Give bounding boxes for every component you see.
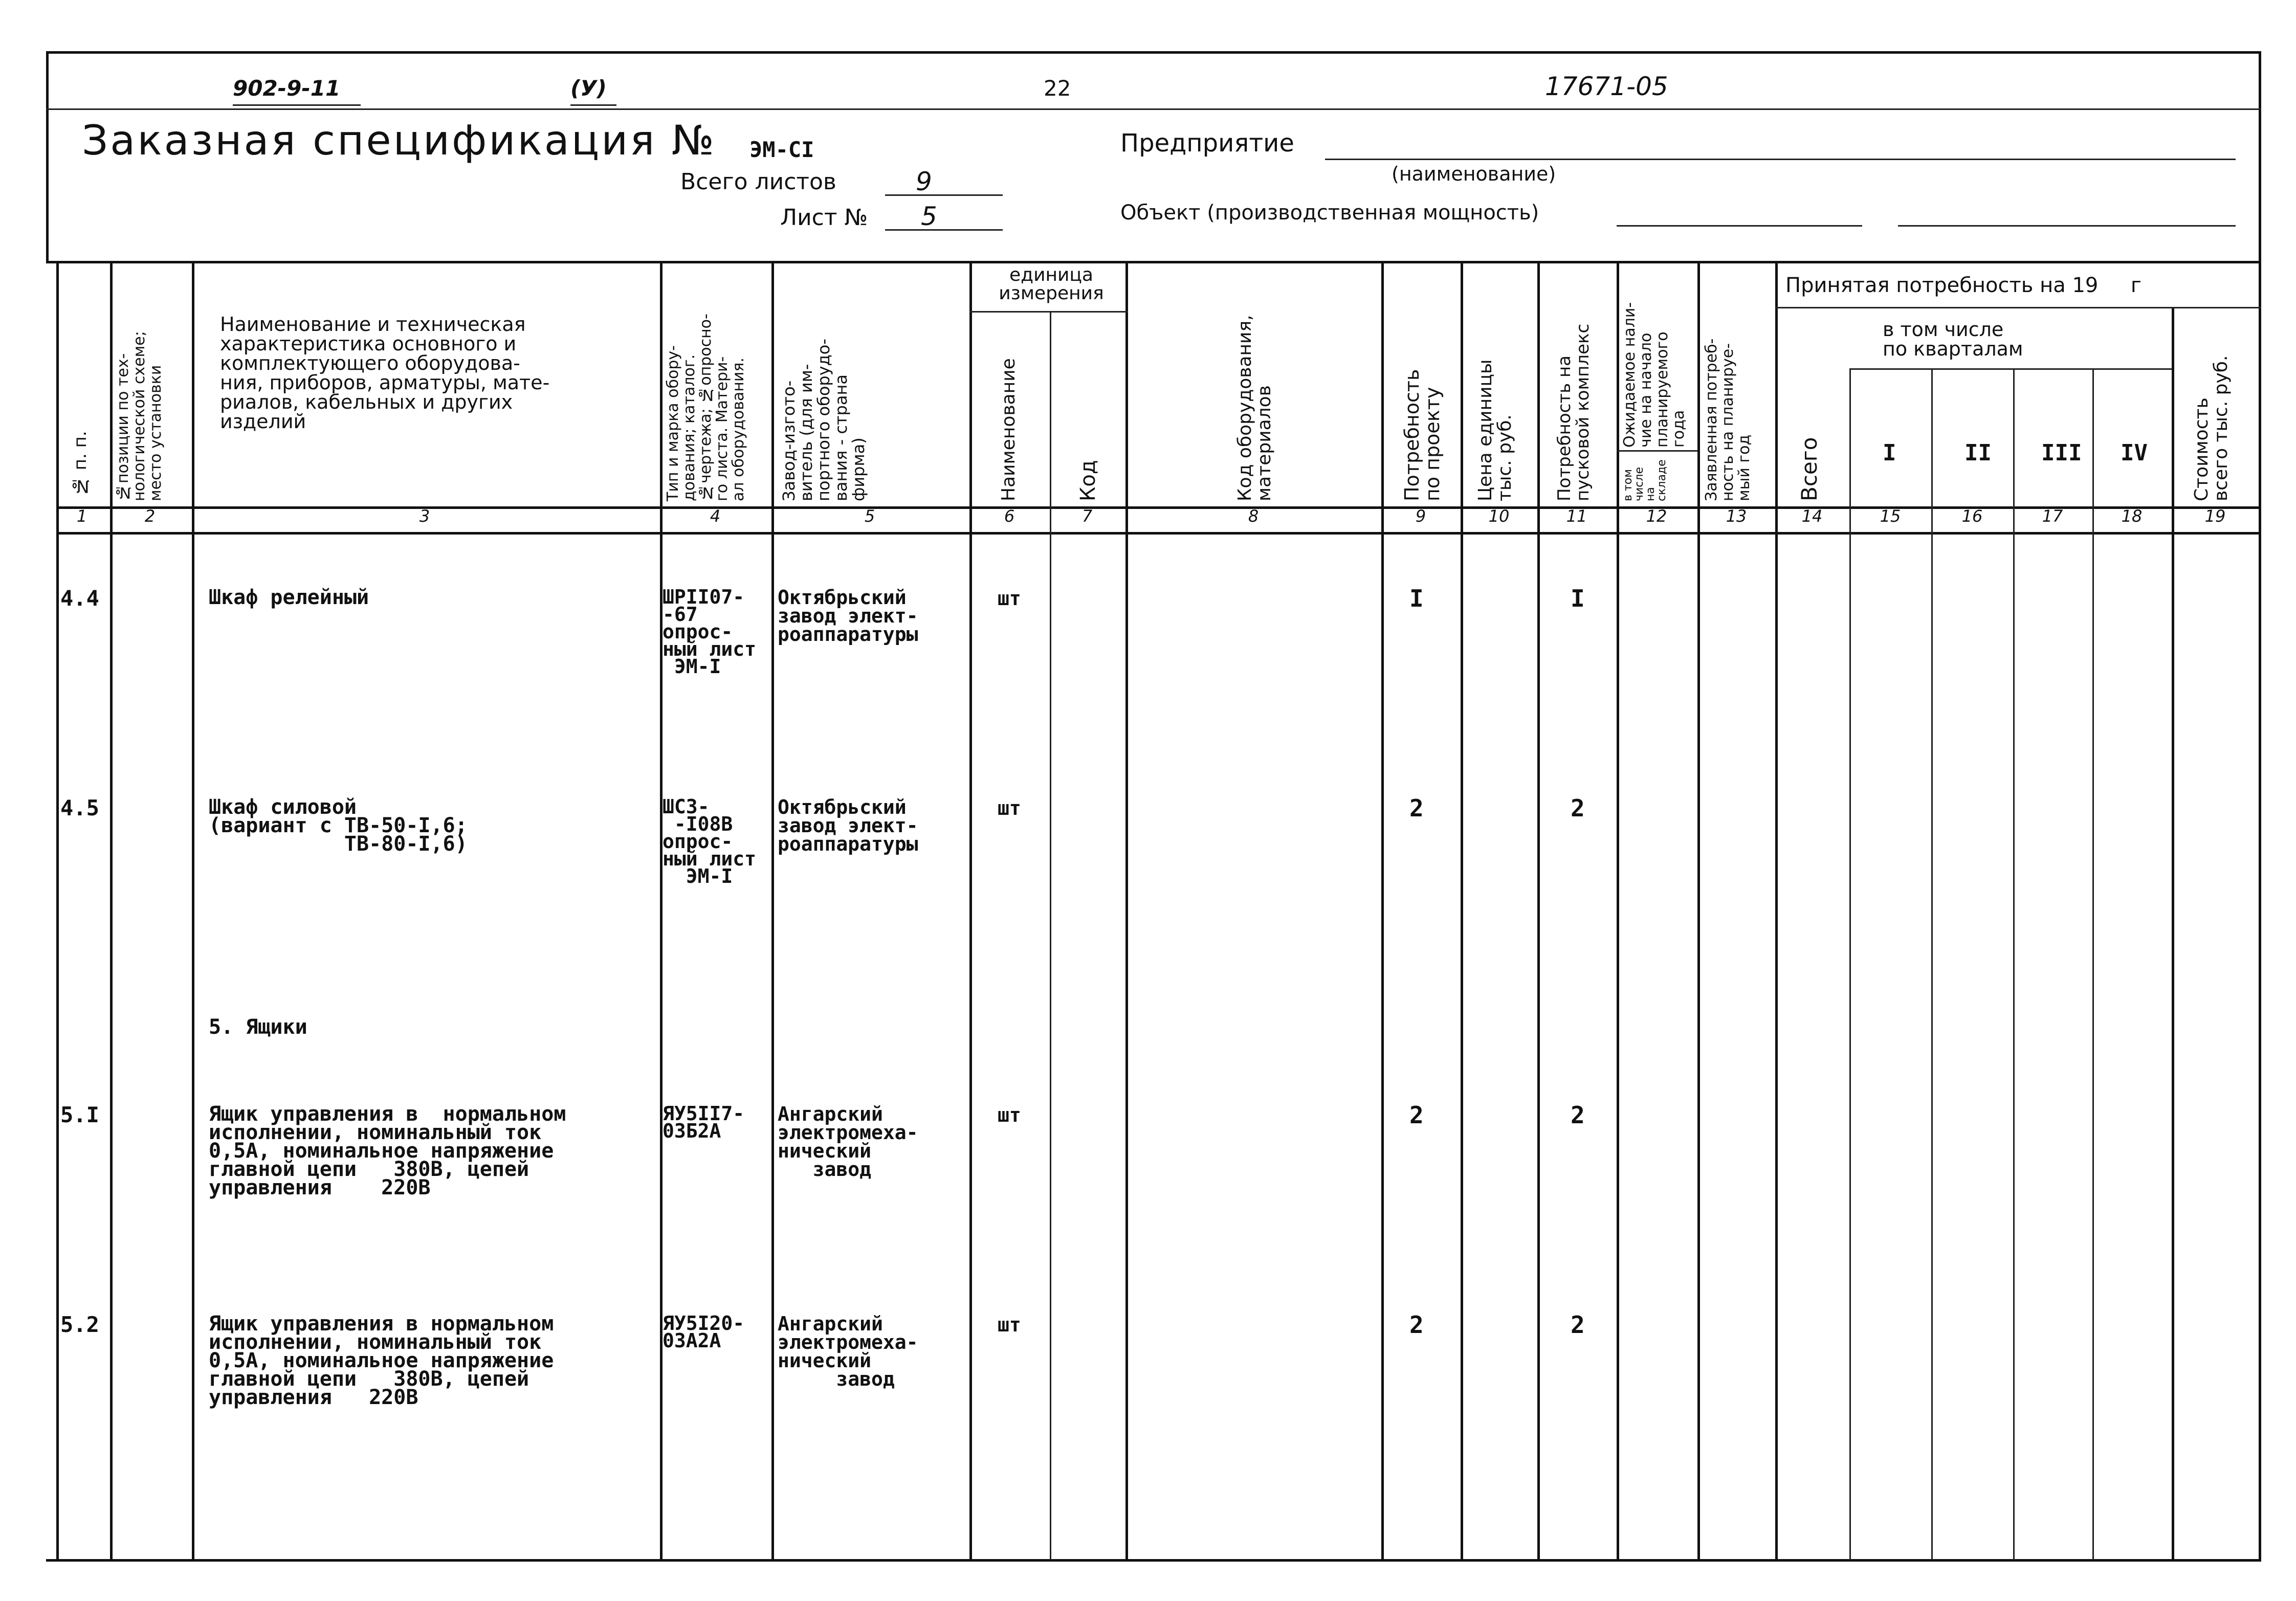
item-unit: шт: [998, 587, 1021, 610]
spec-title: Заказная спецификация №: [82, 117, 716, 164]
item-type: ШРII07- -67 опрос- ный лист ЭМ-I: [663, 586, 757, 678]
column-number: 13: [1726, 506, 1747, 526]
col-header-15: I: [1883, 440, 1896, 466]
item-qty-project: 2: [1409, 794, 1424, 822]
item-name: Ящик управления в нормальном исполнении, номинальный ток 0,5А, номинальное напряжение главной цепи 380В, цепей управления 220В: [209, 1312, 554, 1409]
item-qty-start: 2: [1571, 1101, 1585, 1129]
item-qty-start: 2: [1571, 794, 1585, 822]
column-number: 9: [1415, 506, 1426, 526]
column-number: 19: [2204, 506, 2226, 526]
item-unit: шт: [998, 1314, 1021, 1336]
row-number: 4.4: [60, 586, 99, 611]
item-name: Шкаф силовой (вариант с ТВ-50-I,6; ТВ-80-I,6): [209, 795, 468, 856]
item-type: ЯУ5I20- 03А2А: [663, 1312, 745, 1352]
column-number: 1: [76, 506, 87, 526]
item-qty-project: I: [1409, 585, 1424, 612]
col-header-17: III: [2041, 440, 2082, 466]
col-header-10: Цена единицы тыс. руб.: [1475, 359, 1515, 501]
row-number: 4.5: [60, 795, 99, 820]
col-header-8: Код оборудования, материалов: [1234, 315, 1275, 501]
sheet-label: Лист №: [780, 205, 868, 231]
col-header-14: Всего: [1797, 437, 1822, 501]
column-number: 11: [1566, 506, 1587, 526]
enterprise-label: Предприятие: [1120, 129, 1294, 158]
item-maker: Октябрьский завод элект- роаппаратуры: [778, 586, 918, 646]
col-header-12-sub: в том числе на складе: [1622, 459, 1668, 501]
column-number: 18: [2121, 506, 2143, 526]
column-number: 10: [1488, 506, 1510, 526]
item-maker: Октябрьский завод элект- роаппаратуры: [778, 796, 918, 855]
doc-code: 902-9-11: [233, 76, 341, 101]
column-number: 4: [710, 506, 721, 526]
doc-mark: (У): [570, 76, 607, 101]
spec-number: ЭМ-CI: [749, 137, 814, 162]
column-number: 12: [1646, 506, 1667, 526]
col-header-18: IV: [2121, 440, 2148, 466]
accepted-need-header: Принятая потребность на 19 г: [1785, 274, 2142, 297]
item-name: Ящик управления в нормальном исполнении, номинальный ток 0,5А, номинальное напряжение главной цепи 380В, цепей управления 220В: [209, 1102, 566, 1199]
column-number: 15: [1880, 506, 1901, 526]
col-header-11: Потребность на пусковой комплекс: [1554, 323, 1593, 501]
column-number: 7: [1081, 506, 1093, 526]
item-maker: Ангарский электромеха- нический завод: [778, 1103, 918, 1181]
item-type: ЯУ5II7- 03Б2А: [663, 1102, 745, 1142]
total-sheets: 9: [916, 167, 932, 196]
item-name: Шкаф релейный: [209, 586, 369, 609]
col-header-1: № п. п.: [70, 431, 91, 496]
col-header-4: Тип и марка обору- дования; каталог. №чертежа; №опросно- го листа. Матери- ал оборудования.: [664, 314, 747, 501]
item-qty-start: I: [1571, 585, 1585, 612]
item-unit: шт: [998, 797, 1021, 819]
col-header-6: Наименование: [998, 358, 1019, 501]
col-header-16: II: [1964, 440, 1992, 466]
item-name: 5. Ящики: [209, 1015, 307, 1039]
item-qty-project: 2: [1409, 1311, 1424, 1339]
col-header-9: Потребность по проекту: [1401, 369, 1444, 501]
column-number: 3: [419, 506, 430, 526]
col-header-19: Стоимость всего тыс. руб.: [2191, 355, 2232, 501]
col-header-2: №позиции по тех- нологической схеме; место установки: [114, 331, 165, 501]
quarters-header: в том числе по кварталам: [1883, 318, 2023, 360]
col-header-7: Код: [1076, 460, 1100, 501]
column-number: 2: [144, 506, 156, 526]
column-number: 5: [864, 506, 875, 526]
column-number: 17: [2042, 506, 2063, 526]
col-header-13: Заявленная потреб- ность на планируе- мый год: [1703, 338, 1753, 501]
column-number: 8: [1248, 506, 1259, 526]
sheet-number: 5: [921, 202, 937, 231]
column-number: 14: [1801, 506, 1823, 526]
column-number: 6: [1004, 506, 1015, 526]
col-header-5: Завод-изгото- витель (для им- портного оборудо- вания - страна фирма): [779, 339, 868, 501]
item-qty-start: 2: [1571, 1311, 1585, 1339]
object-label: Объект (производственная мощность): [1120, 201, 1539, 225]
item-type: ШС3- -I08В опрос- ный лист ЭМ-I: [663, 795, 757, 887]
row-number: 5.2: [60, 1312, 99, 1337]
enterprise-hint: (наименование): [1392, 163, 1556, 185]
row-number: 5.I: [60, 1102, 99, 1127]
col-header-6-7-group: единица измерения: [999, 264, 1104, 304]
item-qty-project: 2: [1409, 1101, 1424, 1129]
item-unit: шт: [998, 1104, 1021, 1126]
item-maker: Ангарский электромеха- нический завод: [778, 1313, 918, 1390]
column-number: 16: [1961, 506, 1983, 526]
archive-number: 17671-05: [1545, 72, 1668, 101]
col-header-12: Ожидаемое нали- чие на начало планируемого года: [1621, 302, 1688, 448]
col-header-3: Наименование и техническая характеристика основного и комплектующего оборудова- ния, приборов, арматуры, мате- риалов, кабельных и других изделий: [220, 313, 550, 433]
page-number: 22: [1044, 76, 1071, 101]
total-sheets-label: Всего листов: [680, 169, 836, 195]
